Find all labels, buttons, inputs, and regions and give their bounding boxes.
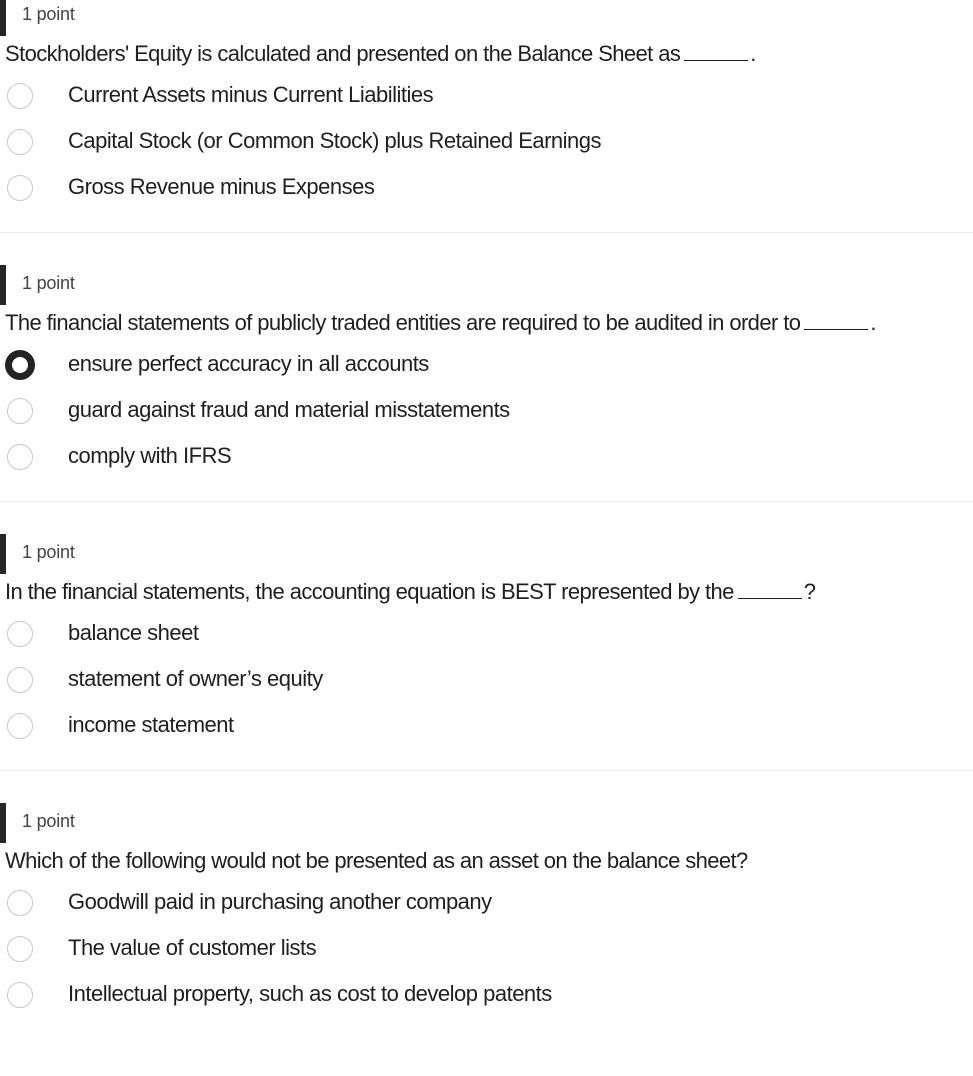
question-3 — [0, 538, 973, 807]
answer-option-label: Goodwill paid in purchasing another company — [68, 889, 492, 914]
answer-option-label: income statement — [68, 712, 234, 737]
answer-option[interactable] — [0, 349, 760, 389]
radio-button[interactable] — [7, 982, 33, 1008]
answer-option[interactable] — [0, 441, 760, 481]
radio-button[interactable] — [7, 83, 33, 109]
question-divider — [0, 232, 973, 233]
answer-option[interactable] — [0, 618, 760, 658]
question-4 — [0, 807, 973, 1076]
question-marker — [0, 265, 6, 305]
question-2 — [0, 269, 973, 538]
question-marker — [0, 534, 6, 574]
answer-option-label: Intellectual property, such as cost to develop patents — [68, 981, 552, 1006]
answer-option-label: Current Assets minus Current Liabilities — [68, 82, 434, 107]
answer-option-label: comply with IFRS — [68, 443, 232, 468]
answer-option[interactable] — [0, 80, 760, 120]
answer-option[interactable] — [0, 933, 760, 973]
question-prompt — [5, 41, 756, 67]
answer-option[interactable] — [0, 126, 760, 166]
answer-blank — [738, 580, 802, 599]
radio-button[interactable] — [7, 936, 33, 962]
question-text: In the financial statements, the accounting equation is BEST represented by the — [5, 579, 734, 604]
question-prompt — [5, 310, 876, 336]
answer-option[interactable] — [0, 887, 760, 927]
question-text: Stockholders' Equity is calculated and presented on the Balance Sheet as — [5, 41, 681, 66]
radio-button-selected[interactable] — [5, 350, 35, 380]
question-marker — [0, 0, 6, 36]
answer-option[interactable] — [0, 710, 760, 750]
answer-option-label: ensure perfect accuracy in all accounts — [68, 351, 429, 376]
answer-blank — [684, 42, 748, 61]
answer-option-label: guard against fraud and material misstatements — [68, 397, 510, 422]
answer-option[interactable] — [0, 172, 760, 212]
question-prompt — [5, 579, 815, 605]
question-points: 1 point — [22, 811, 75, 831]
answer-option-label: Gross Revenue minus Expenses — [68, 174, 375, 199]
radio-button[interactable] — [7, 667, 33, 693]
question-points: 1 point — [22, 4, 75, 24]
question-punctuation: ? — [803, 579, 816, 604]
question-punctuation: . — [870, 310, 876, 335]
question-points: 1 point — [22, 542, 75, 562]
question-punctuation: . — [750, 41, 756, 66]
question-text: The financial statements of publicly traded entities are required to be audited in order to — [5, 310, 801, 335]
answer-option-label: The value of customer lists — [68, 935, 317, 960]
radio-button[interactable] — [7, 890, 33, 916]
answer-option[interactable] — [0, 664, 760, 704]
radio-button[interactable] — [7, 621, 33, 647]
radio-button[interactable] — [7, 713, 33, 739]
question-divider — [0, 770, 973, 771]
answer-option-label: statement of owner’s equity — [68, 666, 323, 691]
answer-blank — [804, 311, 868, 330]
radio-button[interactable] — [7, 398, 33, 424]
question-text: Which of the following would not be presented as an asset on the balance sheet? — [5, 848, 748, 873]
question-points: 1 point — [22, 273, 75, 293]
radio-button[interactable] — [7, 129, 33, 155]
question-prompt — [5, 848, 748, 874]
radio-button[interactable] — [7, 444, 33, 470]
question-divider — [0, 501, 973, 502]
answer-option[interactable] — [0, 979, 760, 1019]
answer-option-label: Capital Stock (or Common Stock) plus Retained Earnings — [68, 128, 602, 153]
question-1 — [0, 0, 973, 269]
answer-option-label: balance sheet — [68, 620, 199, 645]
answer-option[interactable] — [0, 395, 760, 435]
question-marker — [0, 803, 6, 843]
radio-button[interactable] — [7, 175, 33, 201]
